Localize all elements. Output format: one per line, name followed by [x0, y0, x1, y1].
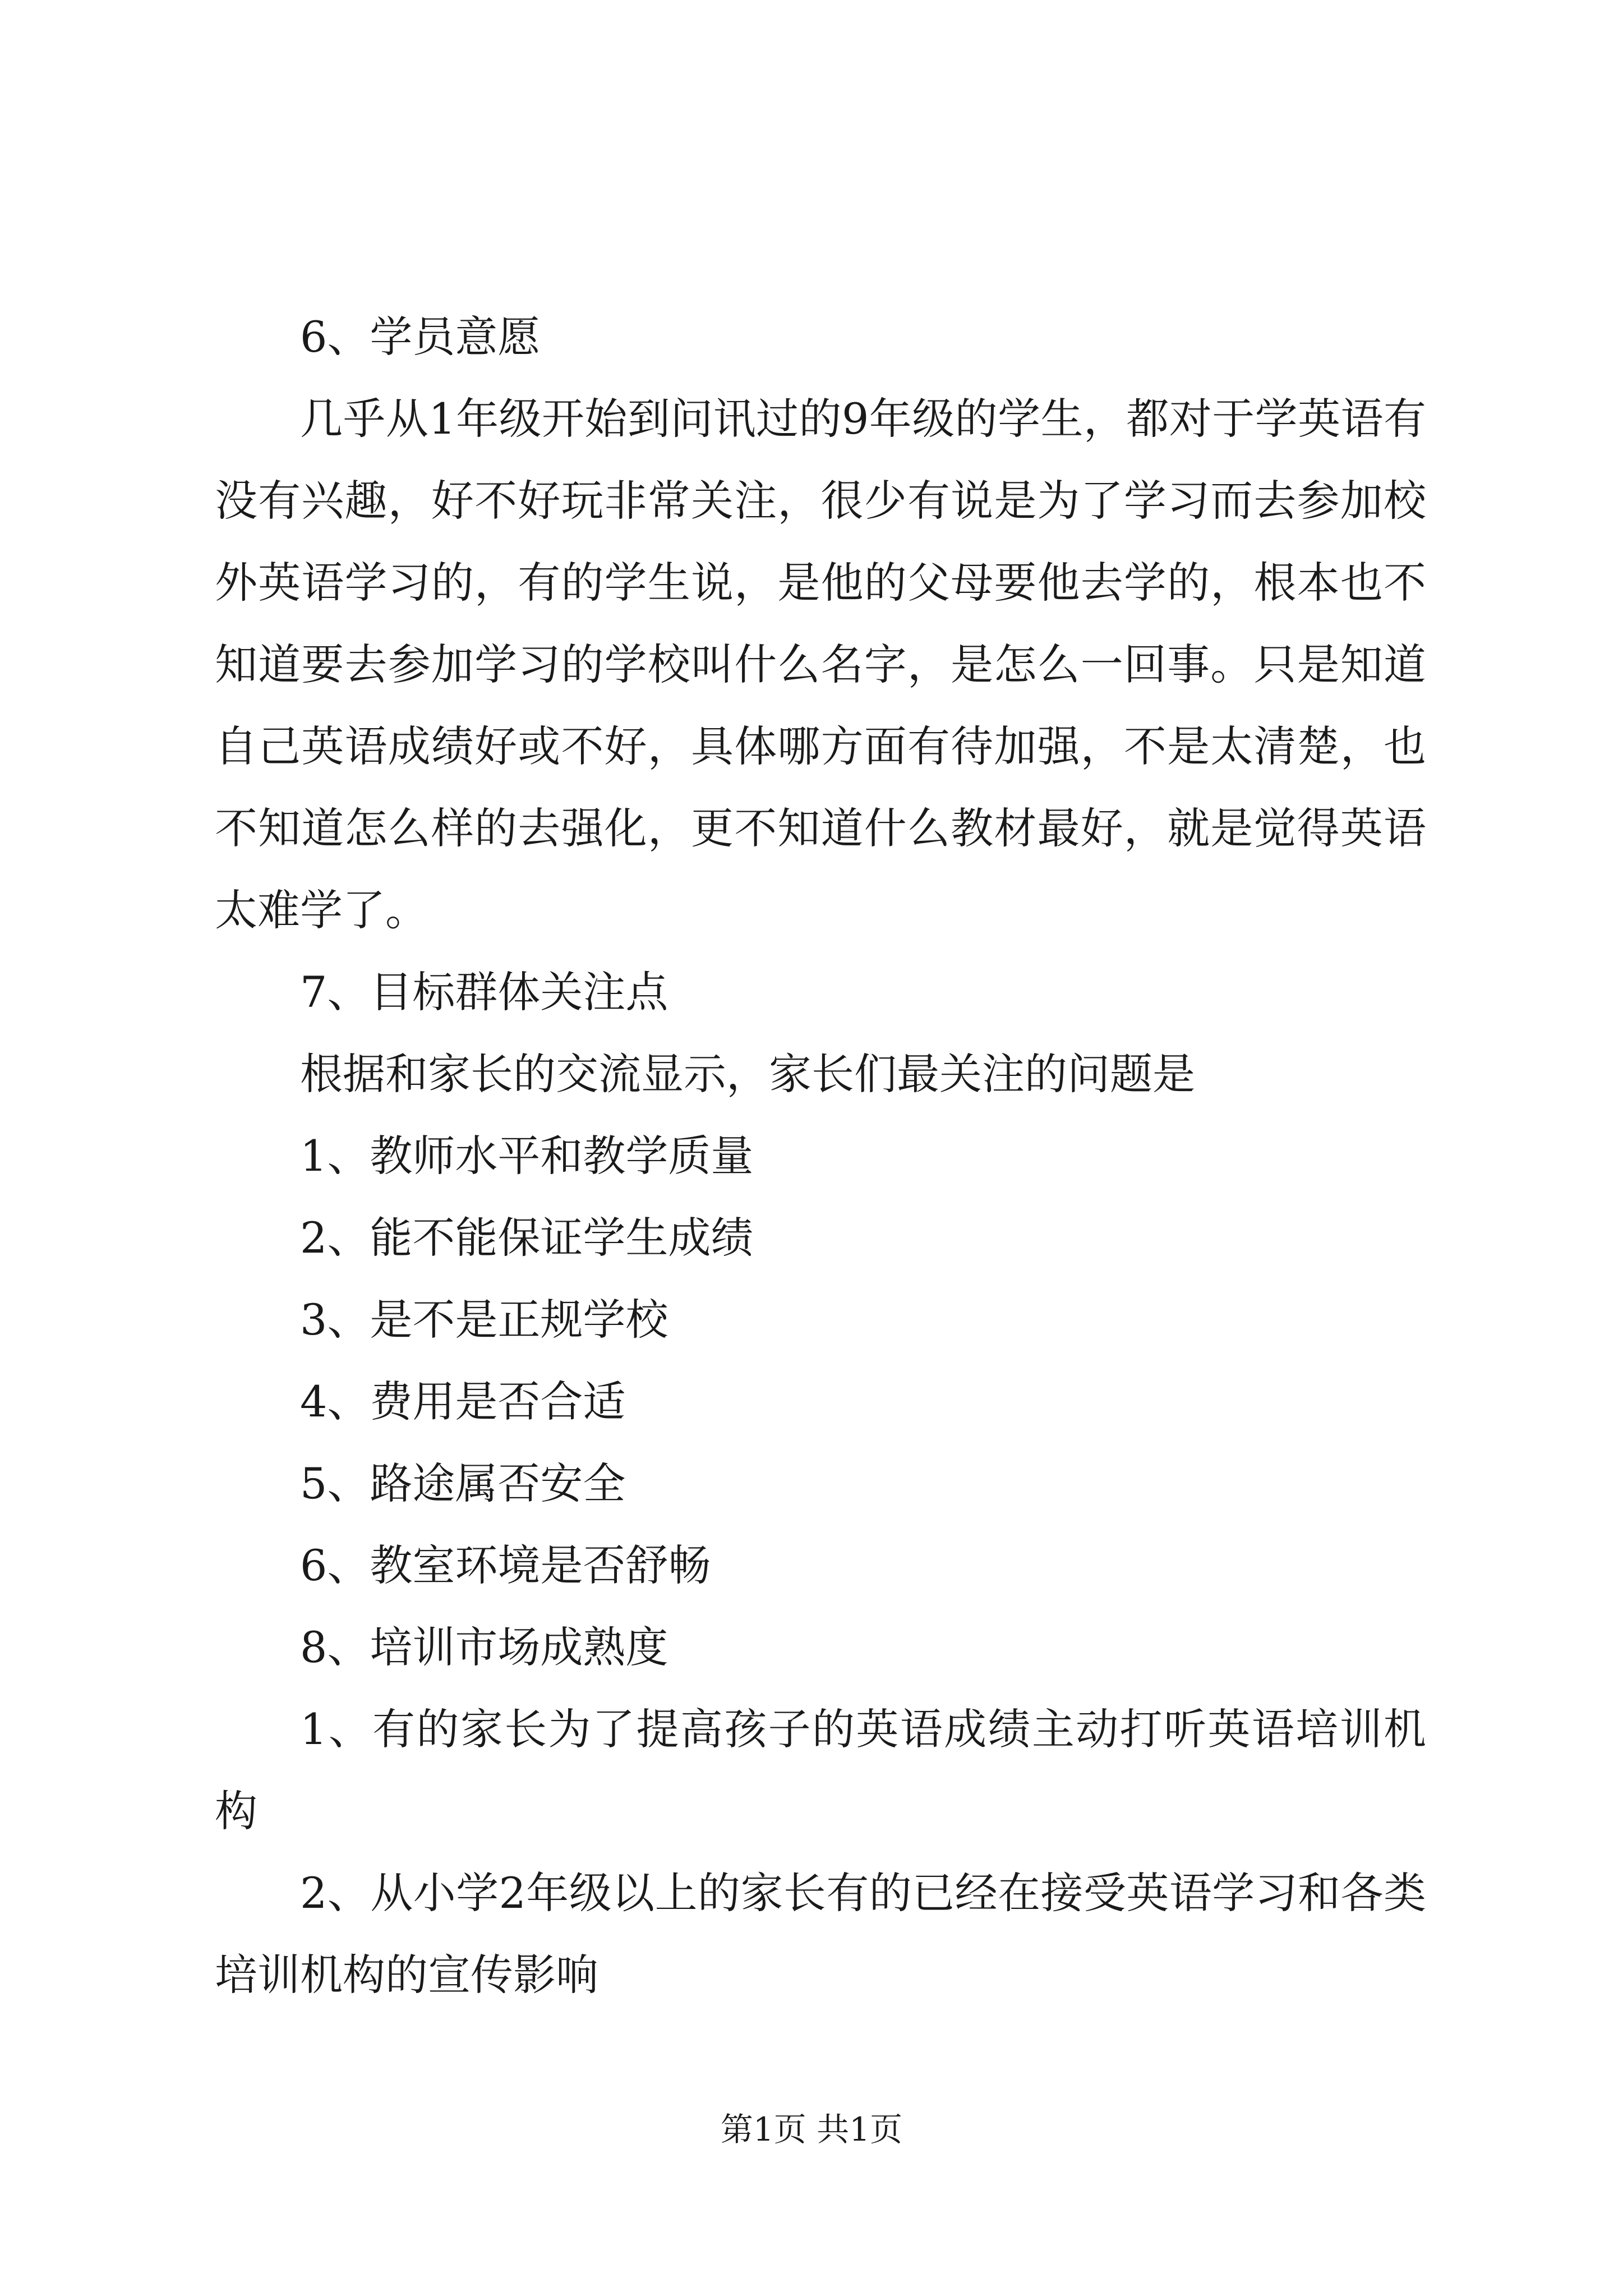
- document-body: [215, 296, 1426, 2016]
- paragraph-parent-concerns-intro: 根据和家长的交流显示，家长们最关注的问题是: [300, 1049, 1195, 1099]
- section-heading-student-willingness: 6、学员意愿: [300, 312, 541, 362]
- list-item: 1、有的家长为了提高孩子的英语成绩主动打听英语培训机构: [215, 1704, 1426, 1836]
- list-item: 2、能不能保证学生成绩: [300, 1213, 754, 1263]
- page-number-label: 第1页 共1页: [720, 2110, 903, 2148]
- section-heading-market-maturity: 8、培训市场成熟度: [300, 1622, 668, 1672]
- list-item: 4、费用是否合适: [300, 1377, 626, 1427]
- paragraph-student-interest: 几乎从1年级开始到问讯过的9年级的学生，都对于学英语有没有兴趣，好不好玩非常关注，很少有说是为了学习而去参加校外英语学习的，有的学生说，是他的父母要他去学的，根本也不知道要去参加学习的学校叫什么名字，是怎么一回事。只是知道自己英语成绩好或不好，具体哪方面有待加强，不是太清楚，也不知道怎么样的去强化，更不知道什么教材最好，就是觉得英语太难学了。: [215, 394, 1426, 935]
- list-item: 2、从小学2年级以上的家长有的已经在接受英语学习和各类培训机构的宣传影响: [215, 1868, 1426, 2000]
- section-heading-target-group-concerns: 7、目标群体关注点: [300, 967, 668, 1017]
- page-footer: [0, 2107, 1623, 2152]
- list-item: 3、是不是正规学校: [300, 1295, 668, 1345]
- list-item: 5、路途属否安全: [300, 1458, 626, 1508]
- list-item: 1、教师水平和教学质量: [300, 1131, 754, 1181]
- list-item: 6、教室环境是否舒畅: [300, 1540, 711, 1590]
